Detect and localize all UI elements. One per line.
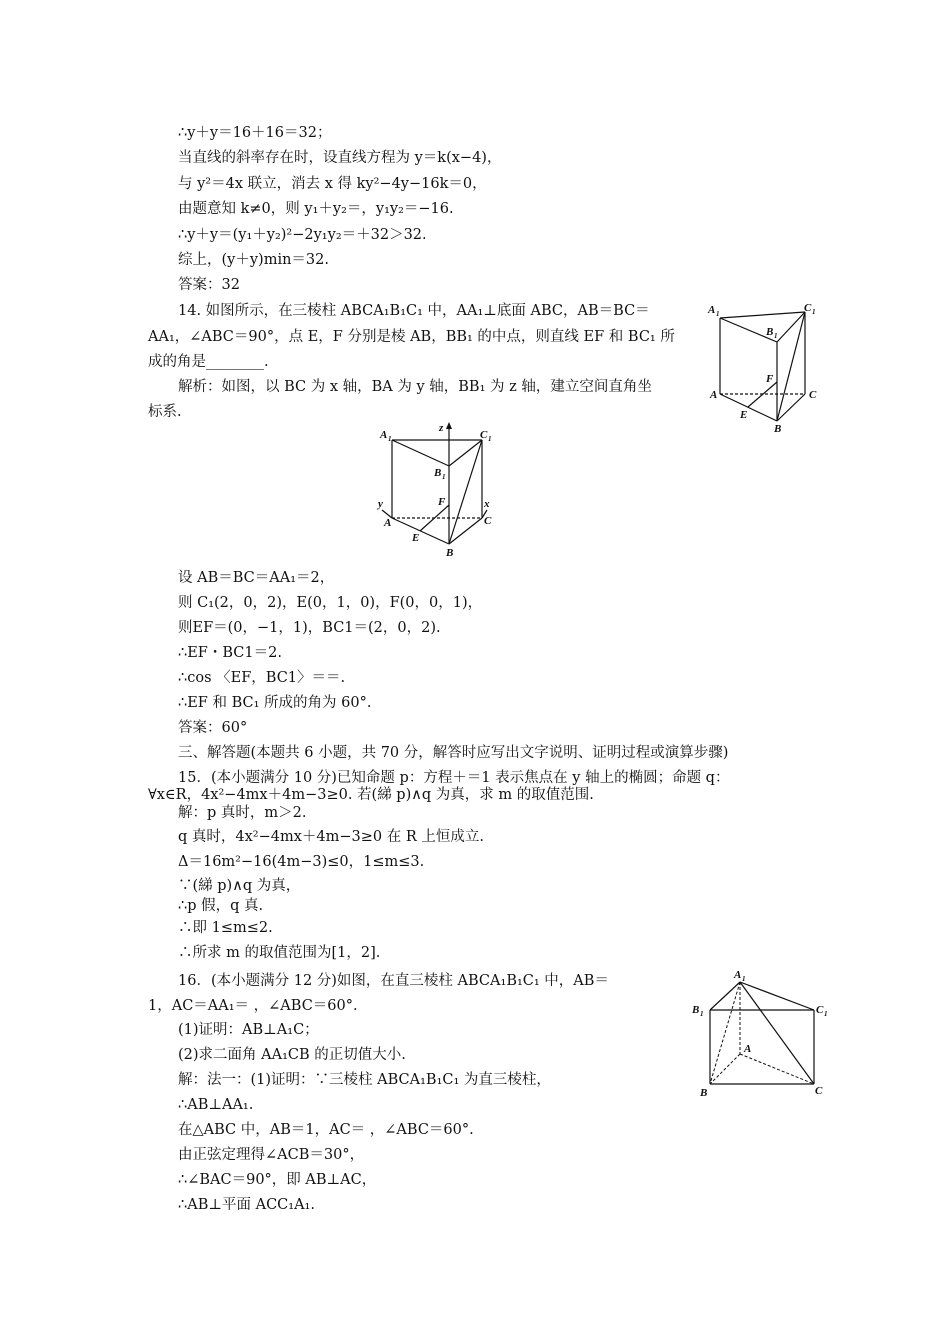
label: B — [766, 326, 774, 338]
label: F — [766, 373, 774, 385]
solution-line: ∴∠BAC＝90°，即 AB⊥AC， — [178, 1172, 377, 1188]
problem-14-line: 14. 如图所示，在三棱柱 ABCA₁B₁C₁ 中，AA₁⊥底面 ABC，AB＝BC＝ — [178, 303, 650, 319]
section-heading: 三、解答题(本题共 6 小题，共 70 分，解答时应写出文字说明、证明过程或演算步骤) — [178, 745, 729, 761]
problem-14-line: 成的角是________. — [148, 354, 269, 370]
label: 1 — [388, 435, 392, 443]
text-line: 由题意知 k≠0，则 y₁＋y₂＝，y₁y₂＝−16. — [178, 201, 454, 217]
solution-line: ∴即 1≤m≤2. — [178, 920, 273, 936]
answer-line: 答案：60° — [178, 720, 248, 736]
label: A — [710, 389, 718, 401]
text-line: ∴EF 和 BC₁ 所成的角为 60°. — [178, 695, 372, 711]
solution-line: ∴AB⊥平面 ACC₁A₁. — [178, 1197, 315, 1213]
problem-16-line: 1，AC＝AA₁＝ ，∠ABC＝60°. — [148, 998, 358, 1014]
problem-16-line: (1)证明：AB⊥A₁C； — [178, 1022, 319, 1038]
label: B — [434, 467, 442, 479]
solution-line: ∴AB⊥AA₁. — [178, 1097, 254, 1113]
label: E — [740, 409, 748, 421]
label: A — [384, 517, 392, 529]
label: 1 — [488, 435, 492, 443]
label: F — [438, 496, 446, 508]
label: 1 — [774, 332, 778, 340]
text-line: 则 C₁(2，0，2)，E(0，1，0)，F(0，0，1)， — [178, 595, 483, 611]
solution-line: ∴所求 m 的取值范围为[1，2]. — [178, 945, 381, 961]
label: A — [734, 969, 742, 981]
text-line: ∴y＋y＝(y₁＋y₂)²−2y₁y₂＝＋32＞32. — [178, 227, 427, 243]
solution-line: ∴p 假，q 真. — [178, 898, 264, 914]
problem-15-line: ∀x∈R，4x²−4mx＋4m−3≥0. 若(綈 p)∧q 为真，求 m 的取值范围. — [148, 787, 594, 803]
label: 1 — [716, 310, 720, 318]
problem-15-line: 15．(本小题满分 10 分)已知命题 p：方程＋＝1 表示焦点在 y 轴上的椭圆；命题 q： — [178, 770, 730, 786]
label: C — [480, 429, 488, 441]
text-line: ∴EF・BC1＝2. — [178, 645, 282, 661]
text-line: 设 AB＝BC＝AA₁＝2， — [178, 570, 335, 586]
prism-figure-1 — [700, 300, 825, 435]
solution-line: 由正弦定理得∠ACB＝30°， — [178, 1147, 365, 1163]
label: 1 — [742, 975, 746, 983]
label: 1 — [824, 1010, 828, 1018]
prism-figure-3 — [688, 966, 833, 1101]
label: C — [804, 302, 812, 314]
label: x — [484, 498, 490, 510]
solution-line: ∵(綈 p)∧q 为真， — [178, 878, 301, 894]
label: C — [809, 389, 817, 401]
prism-coordinate-figure — [372, 420, 502, 560]
label: E — [412, 532, 420, 544]
label: B — [774, 423, 782, 435]
problem-16-line: 16．(本小题满分 12 分)如图，在直三棱柱 ABCA₁B₁C₁ 中，AB＝ — [178, 973, 609, 989]
solution-line: 解：p 真时，m＞2. — [178, 805, 307, 821]
solution-line: 在△ABC 中，AB＝1，AC＝ ，∠ABC＝60°. — [178, 1122, 474, 1138]
solution-line: Δ＝16m²−16(4m−3)≤0，1≤m≤3. — [178, 854, 425, 870]
text-line: 则EF＝(0，−1，1)，BC1＝(2，0，2). — [178, 620, 441, 636]
label: C — [815, 1085, 823, 1097]
label: 1 — [442, 473, 446, 481]
label: C — [816, 1004, 824, 1016]
label: B — [446, 547, 454, 559]
solution-line: 解：法一：(1)证明：∵三棱柱 ABCA₁B₁C₁ 为直三棱柱， — [178, 1072, 551, 1088]
label: B — [700, 1087, 708, 1099]
label: C — [484, 515, 492, 527]
label: z — [439, 422, 444, 434]
text-line: 综上，(y＋y)min＝32. — [178, 252, 329, 268]
label: A — [708, 304, 716, 316]
label: 1 — [700, 1010, 704, 1018]
solution-line: 解析：如图，以 BC 为 x 轴，BA 为 y 轴，BB₁ 为 z 轴，建立空间直角坐 — [178, 379, 652, 395]
solution-line: q 真时，4x²−4mx＋4m−3≥0 在 R 上恒成立. — [178, 829, 484, 845]
label: y — [378, 498, 383, 510]
problem-16-line: (2)求二面角 AA₁CB 的正切值大小. — [178, 1047, 406, 1063]
text-line: 与 y²＝4x 联立，消去 x 得 ky²−4y−16k＝0， — [178, 176, 487, 192]
solution-line: 标系. — [148, 404, 182, 420]
text-line: ∴cos 〈EF，BC1〉＝＝. — [178, 670, 346, 686]
text-line: 当直线的斜率存在时，设直线方程为 y＝k(x−4)， — [178, 150, 502, 166]
label: 1 — [812, 308, 816, 316]
problem-14-line: AA₁，∠ABC＝90°，点 E，F 分别是棱 AB，BB₁ 的中点，则直线 EF 和 BC₁ 所 — [148, 329, 675, 345]
label: A — [380, 429, 388, 441]
label: A — [744, 1043, 752, 1055]
text-line: ∴y＋y＝16＋16＝32； — [178, 125, 332, 141]
answer-line: 答案：32 — [178, 277, 240, 293]
label: B — [692, 1004, 700, 1016]
